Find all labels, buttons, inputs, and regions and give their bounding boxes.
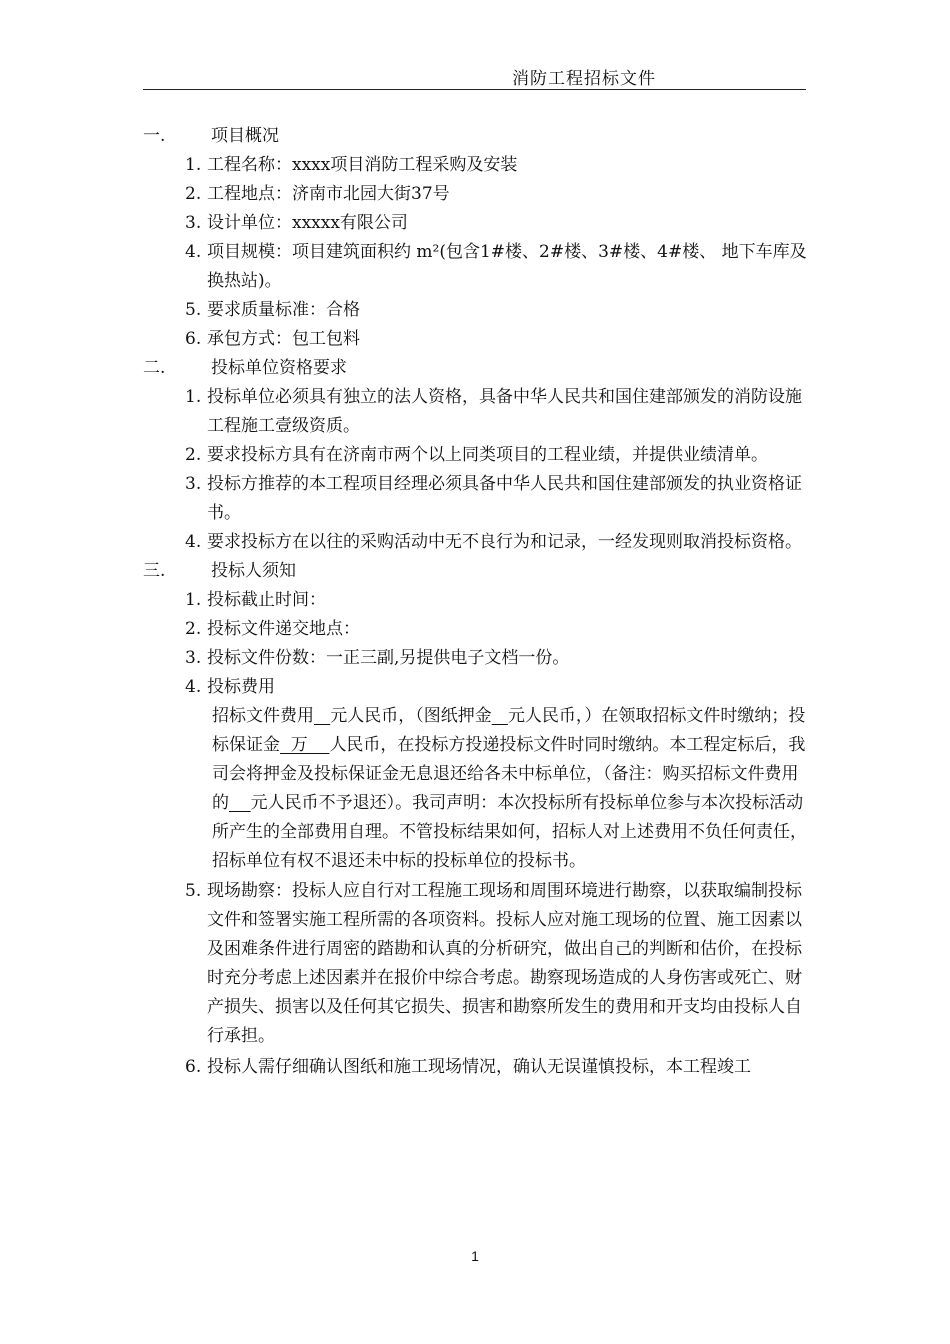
page-number: 1 (471, 1248, 479, 1264)
item-text: 投标方推荐的本工程项目经理必须具备中华人民共和国住建部颁发的执业资格证书。 (207, 474, 802, 523)
nonrefund-blank (229, 793, 251, 813)
deposit-blank (492, 706, 508, 726)
item-text: 要求投标方具有在济南市两个以上同类项目的工程业绩，并提供业绩清单。 (207, 445, 768, 465)
item-text: 投标单位必须具有独立的法人资格，具备中华人民共和国住建部颁发的消防设施工程施工壹级资质。 (207, 387, 802, 436)
list-item (143, 296, 813, 325)
item-text: 投标文件递交地点： (207, 619, 360, 639)
list-item (143, 383, 813, 441)
item-text: 投标费用 (207, 677, 275, 697)
list-item (143, 528, 813, 557)
section-title: 投标单位资格要求 (211, 358, 347, 378)
fee-text: 招标文件费用 (212, 706, 314, 726)
item-number: 3. (185, 648, 202, 668)
item-text: 投标人需仔细确认图纸和施工现场情况，确认无误谨慎投标，本工程竣工 (207, 1057, 751, 1077)
section-number: 一. (143, 126, 166, 146)
document-body (143, 122, 813, 1082)
item-number: 4. (185, 677, 202, 697)
section-heading (143, 557, 813, 586)
item-number: 1. (185, 387, 202, 407)
item-number: 2. (185, 619, 202, 639)
list-item (143, 877, 813, 1051)
list-item (143, 673, 813, 702)
section-number: 二. (143, 358, 166, 378)
item-number: 4. (185, 242, 202, 262)
list-item (143, 180, 813, 209)
item-number: 2. (185, 184, 202, 204)
item-text: 要求投标方在以往的采购活动中无不良行为和记录，一经发现则取消投标资格。 (207, 532, 802, 552)
item-number: 6. (185, 1057, 202, 1077)
section-title: 投标人须知 (211, 561, 296, 581)
item-text: 承包方式：包工包料 (207, 329, 360, 349)
list-item (143, 325, 813, 354)
fee-text: 元人民币，（图纸押金 (330, 706, 492, 726)
fee-text: 人民币，在投标方投递投标文件时同时缴纳。本工程定标后，我司会将押金及投标保证金无息退还给各未中标单位，（备注：购买招标文件费用的 (212, 735, 806, 813)
item-text: 现场勘察：投标人应自行对工程施工现场和周围环境进行勘察，以获取编制投标文件和签署实施工程所需的各项资料。投标人应对施工现场的位置、施工因素以及困难条件进行周密的踏勘和认真的分析研究，做出自己的判断和估价，在投标时充分考虑上述因素并在报价中综合考虑。勘察现场造成的人身伤害或死亡、财产损失、损害以及任何其它损失、损害和勘察所发生的费用和开支均由投标人自行承担。 (207, 881, 802, 1046)
item-number: 1. (185, 155, 202, 175)
item-number: 6. (185, 329, 202, 349)
item-number: 4. (185, 532, 202, 552)
list-item (143, 151, 813, 180)
fee-text: 元人民币，）在领取招标文件时缴纳；投标保证金 (212, 706, 806, 755)
section-title: 项目概况 (211, 126, 279, 146)
item-text: 投标截止时间： (207, 590, 326, 610)
item-text: 投标文件份数：一正三副,另提供电子文档一份。 (207, 648, 570, 668)
fee-blank (314, 706, 330, 726)
item-text: 要求质量标准：合格 (207, 300, 360, 320)
item-number: 2. (185, 445, 202, 465)
header-divider (143, 89, 806, 90)
section-heading (143, 122, 813, 151)
item-number: 3. (185, 213, 202, 233)
list-item (143, 470, 813, 528)
bond-blank: 万 (280, 735, 330, 755)
item-number: 3. (185, 474, 202, 494)
section-number: 三. (143, 561, 166, 581)
list-item (143, 586, 813, 615)
item-text: 工程名称：xxxx项目消防工程采购及安装 (207, 155, 518, 175)
document-header-title: 消防工程招标文件 (512, 69, 656, 89)
list-item (143, 1053, 813, 1082)
list-item (143, 615, 813, 644)
item-text: 项目规模：项目建筑面积约 m²(包含1#楼、2#楼、3#楼、4#楼、 地下车库及换热站)。 (207, 242, 807, 291)
fee-paragraph (143, 702, 809, 876)
item-number: 1. (185, 590, 202, 610)
list-item (143, 238, 813, 296)
list-item (143, 644, 813, 673)
item-number: 5. (185, 300, 202, 320)
list-item (143, 441, 813, 470)
fee-text: 元人民币不予退还）。我司声明：本次投标所有投标单位参与本次投标活动所产生的全部费用自理。不管投标结果如何，招标人对上述费用不负任何责任，招标单位有权不退还未中标的投标单位的投标书。 (212, 793, 807, 871)
item-text: 设计单位：xxxxx有限公司 (207, 213, 408, 233)
item-text: 工程地点：济南市北园大街37号 (207, 184, 450, 204)
section-heading (143, 354, 813, 383)
item-number: 5. (185, 881, 202, 901)
list-item (143, 209, 813, 238)
